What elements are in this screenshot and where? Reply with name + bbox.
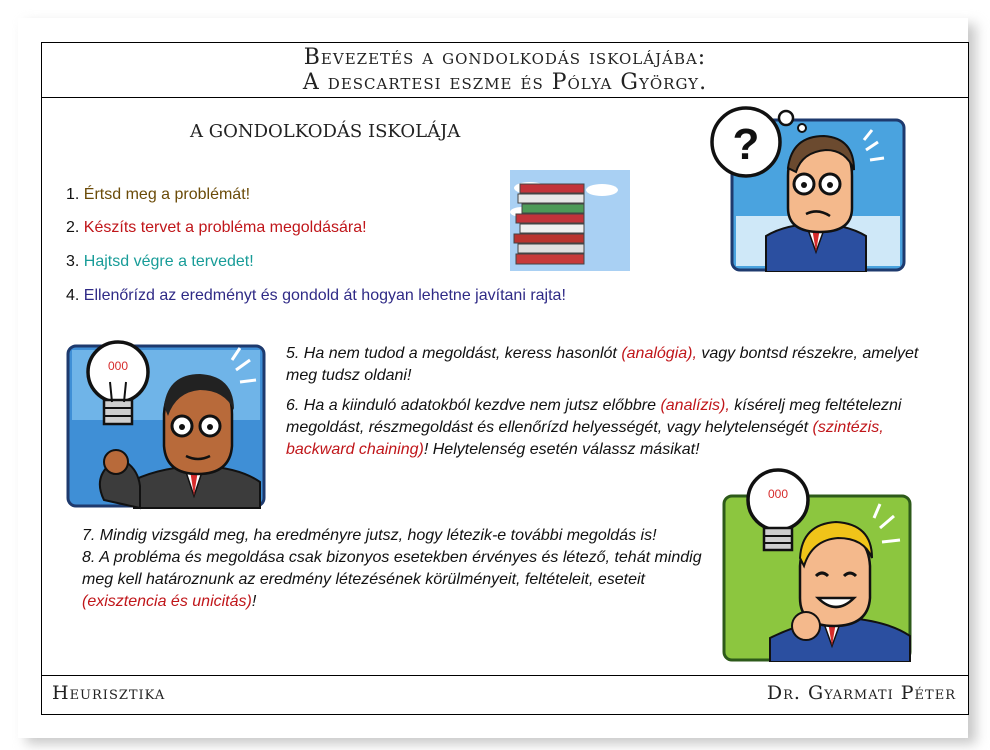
step-1 <box>66 186 250 204</box>
step-4 <box>66 287 566 305</box>
rule-5 <box>286 343 926 387</box>
rule-text: ! Helytelenség esetén válassz másikat! <box>423 441 700 458</box>
rules-5-6 <box>286 343 926 469</box>
rule-highlight: (analízis), <box>660 397 730 414</box>
rule-7: 7. Mindig vizsgáld meg, ha eredményre jutsz, hogy létezik-e további megoldás is! <box>82 527 657 544</box>
rule-text: 8. A probléma és megoldása csak bizonyos esetekben érvényes és létező, tehát mindig meg kell határoznunk az eredmény létezésének körülményeit, feltételeit, eseteit <box>82 549 702 588</box>
step-3 <box>66 253 254 271</box>
rules-7-8 <box>82 525 722 613</box>
idea-man-icon <box>64 330 268 510</box>
section-heading: A GONDOLKODÁS ISKOLÁJA <box>190 121 461 142</box>
footer-bar <box>42 675 968 714</box>
svg-text:000: 000 <box>767 487 789 501</box>
title-bar <box>42 43 968 98</box>
title-line-1: Bevezetés a gondolkodás iskolájába: <box>303 45 707 70</box>
question-man-icon <box>706 106 906 272</box>
svg-text:?: ? <box>732 120 760 169</box>
rule-highlight: (exisztencia és unicitás) <box>82 593 252 610</box>
footer-author: Dr. Gyarmati Péter <box>766 682 956 704</box>
step-text: Ellenőrízd az eredményt és gondold át hogyan lehetne javítani rajta! <box>83 287 566 304</box>
title-line-2: A descartesi eszme és Pólya György. <box>302 70 708 95</box>
step-text: Készíts tervet a probléma megoldására! <box>83 219 367 236</box>
step-text: Értsd meg a problémát! <box>83 186 251 203</box>
svg-text:000: 000 <box>107 359 129 373</box>
rule-text: 6. Ha a kiinduló adatokból kezdve nem jutsz előbbre <box>286 397 661 414</box>
step-number: 3. <box>66 253 80 270</box>
rule-8 <box>82 547 722 613</box>
rule-text: kísérelj meg feltételezni megoldást, részmegoldást és ellenőrízd helyességét, vagy helytelenségét <box>286 397 902 436</box>
books-icon <box>510 170 630 271</box>
rule-text: vagy bontsd részekre, amelyet meg tudsz oldani! <box>286 345 919 384</box>
step-2 <box>66 219 367 237</box>
smiling-idea-man-icon <box>720 466 914 662</box>
rule-6 <box>286 395 926 461</box>
step-text: Hajtsd végre a tervedet! <box>83 253 254 270</box>
footer-subject: Heurisztika <box>52 682 166 704</box>
rule-text: ! <box>251 593 257 610</box>
rule-highlight: (szintézis, backward chaining) <box>286 419 884 458</box>
step-number: 4. <box>66 287 80 304</box>
step-number: 2. <box>66 219 80 236</box>
rule-text: 5. Ha nem tudod a megoldást, keress hasonlót <box>286 345 622 362</box>
rule-highlight: (analógia), <box>621 345 697 362</box>
step-number: 1. <box>66 186 80 203</box>
